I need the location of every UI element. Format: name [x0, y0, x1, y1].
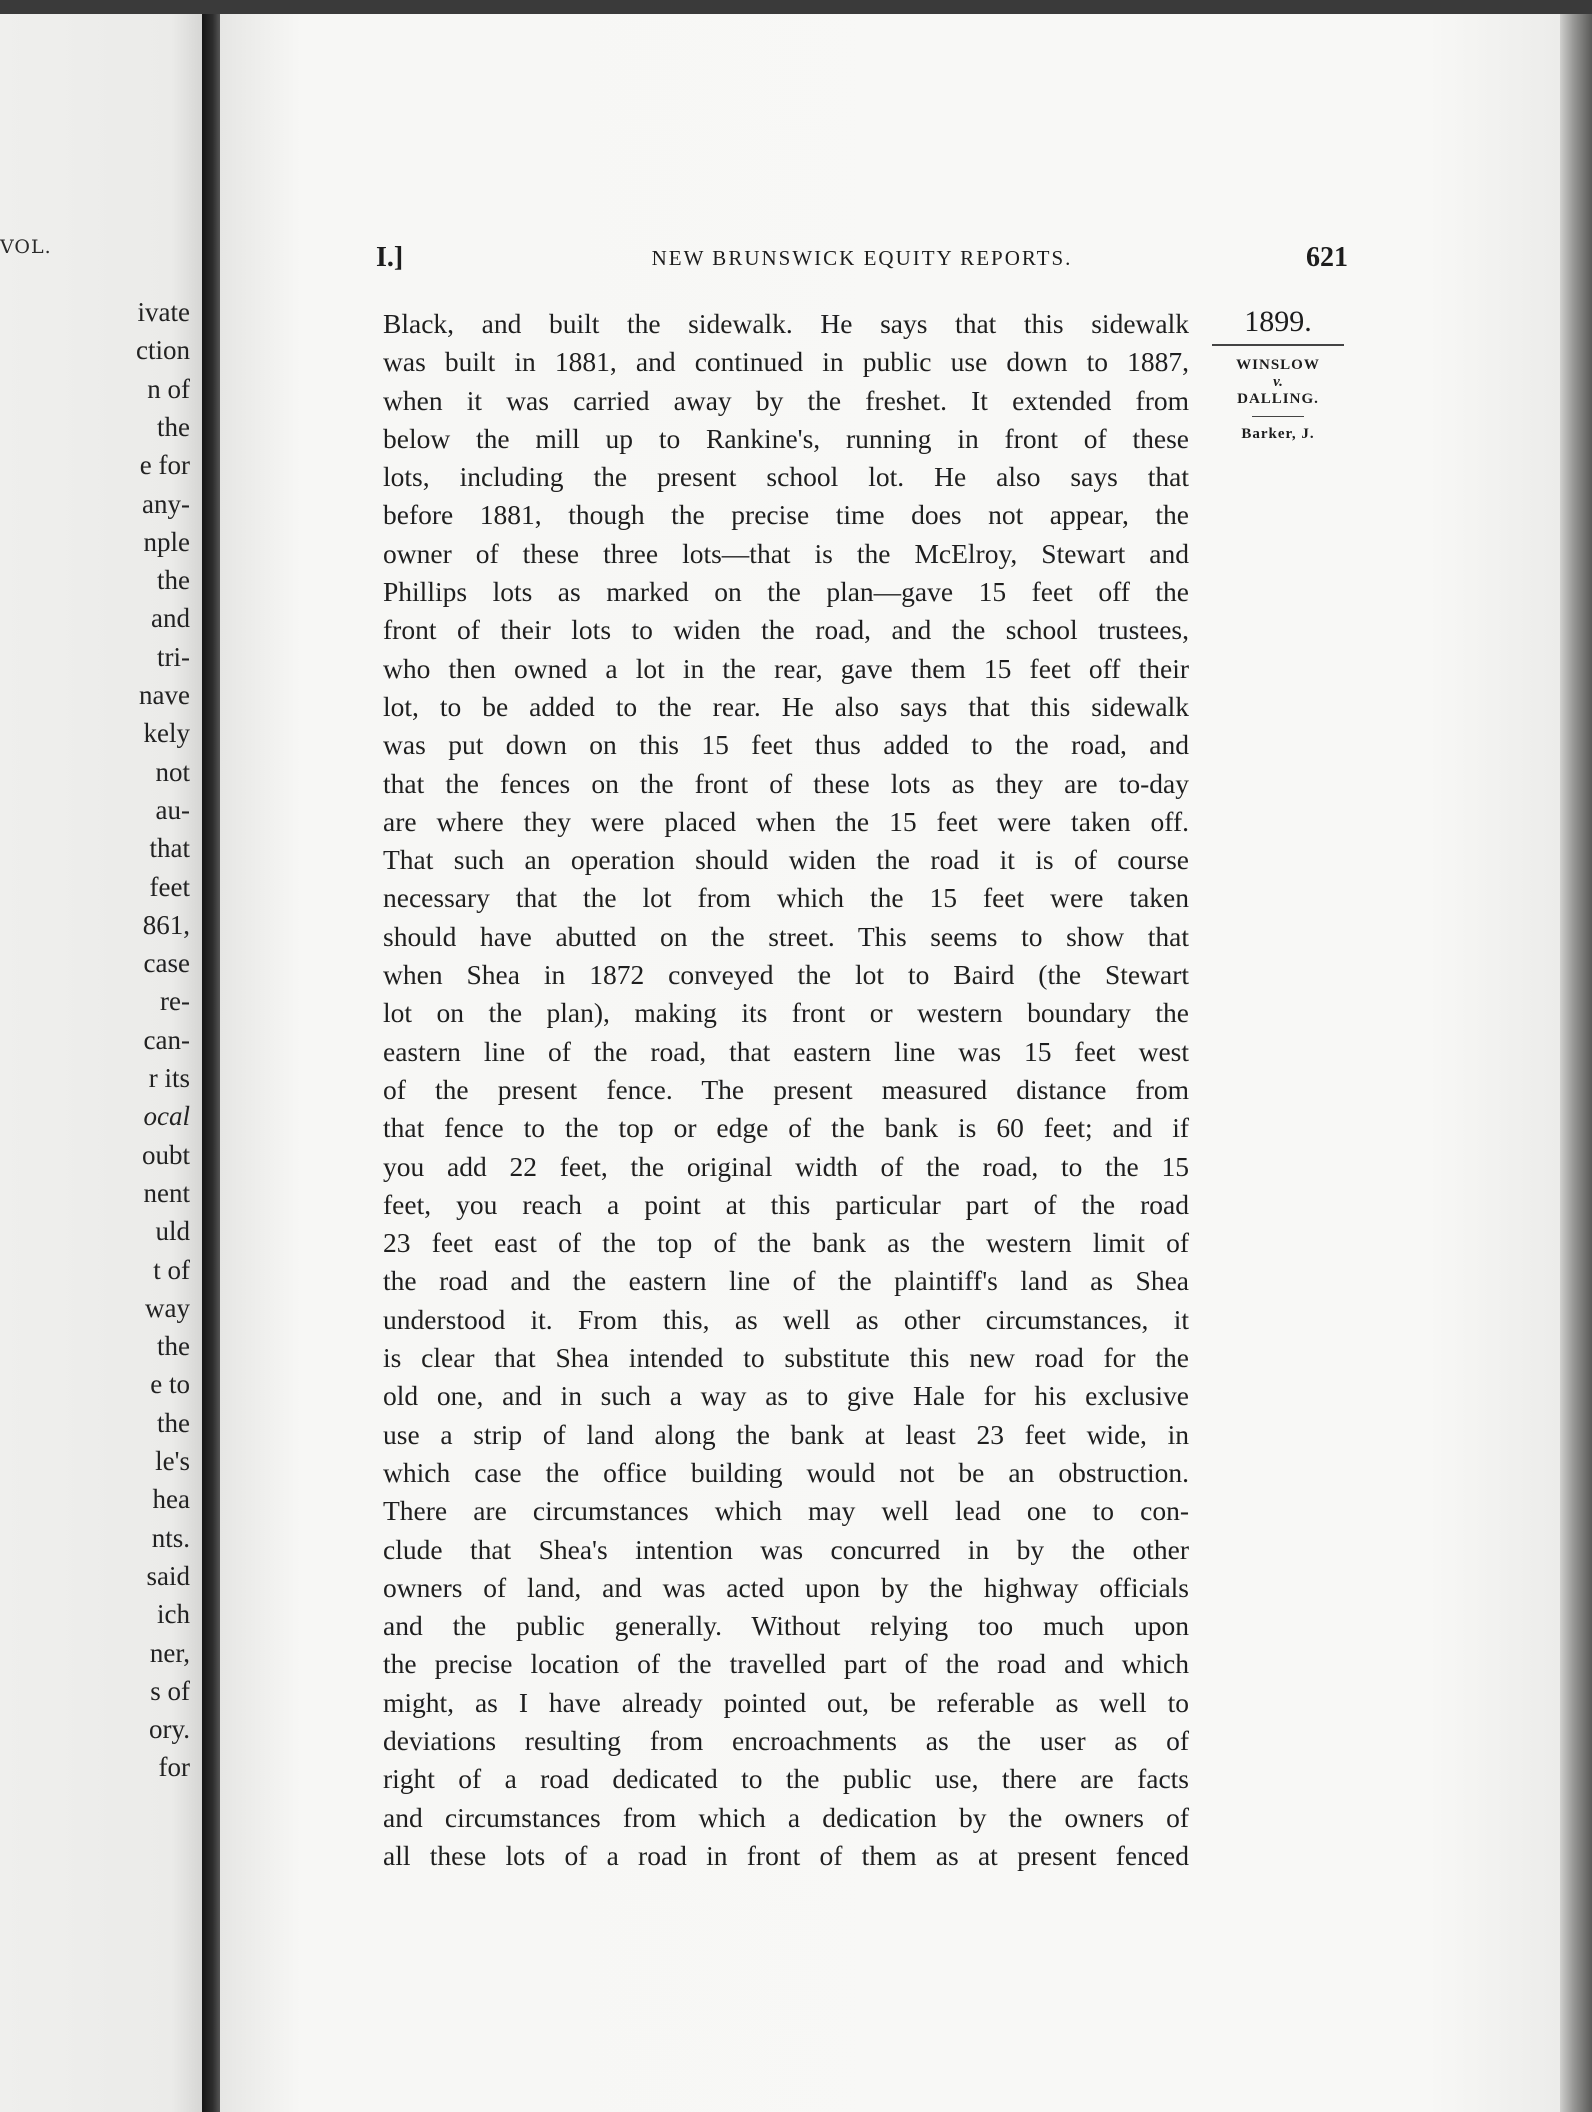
- facing-page-line-fragment: ivate: [137, 297, 190, 327]
- text-line: when Shea in 1872 conveyed the lot to Baird (the Stewart: [383, 959, 1189, 991]
- facing-page-line-fragment: not: [155, 756, 190, 787]
- text-line: are where they were placed when the 15 feet were taken off.: [383, 805, 1189, 837]
- facing-page-line-fragment: ory.: [149, 1714, 190, 1745]
- text-line: below the mill up to Rankine's, running in front of these: [383, 422, 1189, 454]
- text-line: necessary that the lot from which the 15 feet were taken: [383, 882, 1189, 914]
- text-line: old one, and in such a way as to give Hale for his exclusive: [383, 1380, 1189, 1412]
- margin-year: 1899.: [1244, 305, 1312, 338]
- text-line: and circumstances from which a dedication by the owners of: [383, 1801, 1189, 1833]
- facing-page-line-fragment: ner,: [149, 1637, 190, 1668]
- text-line: That such an operation should widen the road it is of course: [383, 844, 1189, 876]
- facing-page-header: VOL.: [0, 236, 52, 258]
- text-line: and the public generally. Without relying too much upon: [383, 1610, 1189, 1642]
- text-line: is clear that Shea intended to substitute this new road for the: [383, 1342, 1189, 1374]
- text-line: eastern line of the road, that eastern line was 15 feet west: [383, 1035, 1189, 1067]
- margin-rule: [1212, 344, 1344, 346]
- case-party-defendant: DALLING.: [1237, 391, 1319, 407]
- facing-page-line-fragment: nent: [143, 1177, 190, 1208]
- facing-page-line-fragment: the: [157, 1331, 190, 1362]
- text-line: all these lots of a road in front of them as at present fenced: [383, 1839, 1189, 1871]
- text-line: that the fences on the front of these lots as they are to-day: [383, 767, 1189, 799]
- text-line: owners of land, and was acted upon by the highway officials: [383, 1571, 1189, 1603]
- body-text: [383, 305, 1189, 1875]
- case-versus: v.: [1273, 374, 1283, 390]
- facing-page-line-fragment: re-: [160, 986, 190, 1017]
- facing-page-line-fragment: nple: [143, 526, 190, 557]
- facing-page-fragment: [0, 14, 202, 2112]
- facing-page-line-fragment: nts.: [151, 1522, 190, 1553]
- text-line: that fence to the top or edge of the bank is 60 feet; and if: [383, 1112, 1189, 1144]
- facing-page-line-fragment: way: [145, 1292, 190, 1323]
- facing-page-line-fragment: 861,: [142, 909, 190, 940]
- text-line: was put down on this 15 feet thus added to the road, and: [383, 729, 1189, 761]
- text-line: lots, including the present school lot. He also says that: [383, 461, 1189, 493]
- facing-page-line-fragment: the: [157, 411, 190, 442]
- text-line: feet, you reach a point at this particular part of the road: [383, 1188, 1189, 1220]
- text-line: should have abutted on the street. This seems to show that: [383, 920, 1189, 952]
- text-line: might, as I have already pointed out, be referable as well to: [383, 1686, 1189, 1718]
- facing-page-line-fragment: that: [149, 833, 190, 864]
- facing-page-line-fragment: r its: [148, 1063, 190, 1093]
- facing-page-line-fragment: e for: [139, 450, 190, 481]
- text-line: you add 22 feet, the original width of the road, to the 15: [383, 1150, 1189, 1182]
- facing-page-line-fragment: uld: [155, 1216, 190, 1247]
- book-gutter: [202, 14, 220, 2112]
- facing-page-line-fragment: case: [143, 948, 190, 979]
- text-line: the road and the eastern line of the plaintiff's land as Shea: [383, 1265, 1189, 1297]
- facing-page-line-fragment: the: [157, 1407, 190, 1438]
- text-line: when it was carried away by the freshet. It extended from: [383, 384, 1189, 416]
- text-line: deviations resulting from encroachments as the user as of: [383, 1724, 1189, 1756]
- text-line: Phillips lots as marked on the plan—gave 15 feet off the: [383, 576, 1189, 608]
- text-line: use a strip of land along the bank at least 23 feet wide, in: [383, 1418, 1189, 1450]
- text-line: was built in 1881, and continued in public use down to 1887,: [383, 346, 1189, 378]
- facing-page-line-fragment: ich: [157, 1599, 190, 1630]
- text-line: Black, and built the sidewalk. He says that this sidewalk: [383, 308, 1189, 339]
- text-line: front of their lots to widen the road, and the school trustees,: [383, 614, 1189, 646]
- facing-page-line-fragment: n of: [147, 373, 190, 404]
- facing-page-line-fragment: t of: [153, 1254, 190, 1285]
- text-line: 23 feet east of the top of the bank as the western limit of: [383, 1227, 1189, 1259]
- margin-notes: [1212, 302, 1344, 445]
- margin-rule: [1252, 416, 1304, 417]
- facing-page-line-fragment: ocal: [143, 1101, 190, 1132]
- facing-page-line-fragment: le's: [155, 1446, 190, 1476]
- facing-page-line-fragment: said: [146, 1560, 190, 1591]
- page-number: 621: [1306, 242, 1348, 273]
- header-volume: I.]: [376, 242, 404, 273]
- facing-page-line-fragment: the: [157, 565, 190, 596]
- facing-page-line-fragment: e to: [150, 1369, 190, 1400]
- scan-top-edge: [0, 0, 1592, 14]
- text-line: clude that Shea's intention was concurred in by the other: [383, 1533, 1189, 1565]
- facing-page-line-fragment: can-: [143, 1024, 190, 1055]
- header-title: NEW BRUNSWICK EQUITY REPORTS.: [651, 246, 1073, 270]
- facing-page-line-fragment: feet: [149, 871, 190, 902]
- text-line: right of a road dedicated to the public use, there are facts: [383, 1763, 1189, 1795]
- text-line: of the present fence. The present measured distance from: [383, 1073, 1189, 1105]
- text-line: who then owned a lot in the rear, gave them 15 feet off their: [383, 652, 1189, 684]
- text-line: lot on the plan), making its front or western boundary the: [383, 997, 1189, 1029]
- case-party-plaintiff: WINSLOW: [1236, 357, 1320, 373]
- text-line: There are circumstances which may well lead one to con-: [383, 1495, 1189, 1527]
- facing-page-line-fragment: s of: [150, 1675, 190, 1706]
- facing-page-line-fragment: for: [158, 1752, 190, 1783]
- text-line: owner of these three lots—that is the McElroy, Stewart and: [383, 537, 1189, 569]
- facing-page-line-fragment: oubt: [141, 1139, 190, 1170]
- text-line: before 1881, though the precise time does not appear, the: [383, 499, 1189, 531]
- facing-page-line-fragment: tri-: [157, 641, 190, 672]
- facing-page-line-fragment: hea: [152, 1484, 190, 1515]
- facing-page-line-fragment: ction: [136, 335, 190, 366]
- text-line: lot, to be added to the rear. He also says that this sidewalk: [383, 690, 1189, 722]
- facing-page-line-fragment: and: [151, 603, 190, 634]
- facing-page-line-fragment: kely: [143, 718, 190, 749]
- text-line: which case the office building would not be an obstruction.: [383, 1456, 1189, 1488]
- judge-name: Barker, J.: [1241, 426, 1315, 442]
- facing-page-line-fragment: au-: [155, 794, 190, 825]
- facing-page-line-fragment: nave: [139, 680, 190, 710]
- text-line: understood it. From this, as well as other circumstances, it: [383, 1303, 1189, 1335]
- text-line: the precise location of the travelled part of the road and which: [383, 1648, 1189, 1680]
- running-header: [376, 242, 1348, 278]
- page-edge-shadow: [1560, 14, 1592, 2112]
- facing-page-line-fragment: any-: [142, 488, 190, 519]
